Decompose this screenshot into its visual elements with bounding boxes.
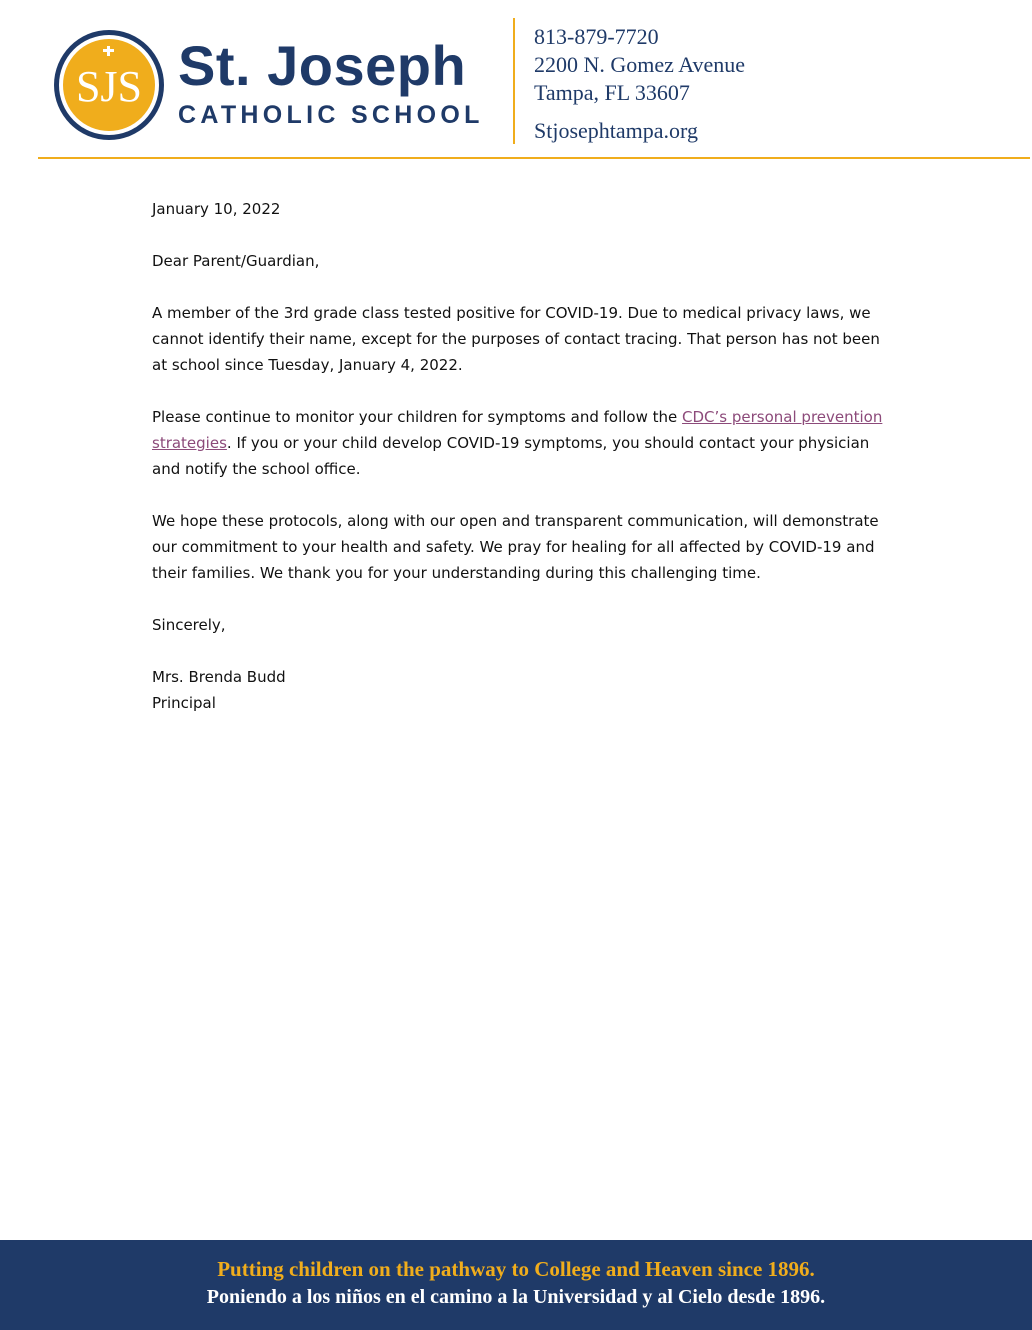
letter-body xyxy=(152,196,892,716)
footer-motto-spanish: Poniendo a los niños en el camino a la Universidad y al Cielo desde 1896. xyxy=(206,1286,826,1308)
signer-name: Mrs. Brenda Budd xyxy=(152,668,286,686)
address-line-1: 2200 N. Gomez Avenue xyxy=(534,52,745,77)
letter-closing: Sincerely, xyxy=(152,616,226,634)
website: Stjosephtampa.org xyxy=(534,118,698,143)
header-rule xyxy=(38,157,1030,159)
school-name: St. Joseph xyxy=(178,34,467,97)
svg-text:SJS: SJS xyxy=(75,62,143,111)
cdc-strategies-link[interactable]: CDC’s personal prevention strategies xyxy=(152,408,883,452)
letterhead xyxy=(0,0,1032,165)
phone-number: 813-879-7720 xyxy=(534,24,659,49)
letter-date: January 10, 2022 xyxy=(152,200,281,218)
paragraph-1: A member of the 3rd grade class tested positive for COVID-19. Due to medical privacy laws, we cannot identify their name, except for the purposes of contact tracing. That person has not been at school since Tuesday, January 4, 2022. xyxy=(152,304,880,374)
letter-salutation: Dear Parent/Guardian, xyxy=(152,252,320,270)
header-divider xyxy=(513,18,515,144)
footer-banner xyxy=(0,1240,1032,1330)
school-subtitle: CATHOLIC SCHOOL xyxy=(178,101,484,129)
footer-motto-english: Putting children on the pathway to College and Heaven since 1896. xyxy=(217,1257,815,1281)
address-line-2: Tampa, FL 33607 xyxy=(534,80,690,105)
signer-title: Principal xyxy=(152,694,216,712)
paragraph-2-text-after: . If you or your child develop COVID-19 symptoms, you should contact your physician and notify the school office. xyxy=(152,434,870,478)
contact-block xyxy=(534,23,745,145)
paragraph-2-text-before: Please continue to monitor your children for symptoms and follow the xyxy=(152,408,683,426)
paragraph-3: We hope these protocols, along with our open and transparent communication, will demonstrate our commitment to your health and safety. We pray for healing for all affected by COVID-19 and their families. We thank you for your understanding during this challenging time. xyxy=(152,512,879,582)
school-logo-icon xyxy=(52,28,166,142)
paragraph-2 xyxy=(152,404,892,482)
